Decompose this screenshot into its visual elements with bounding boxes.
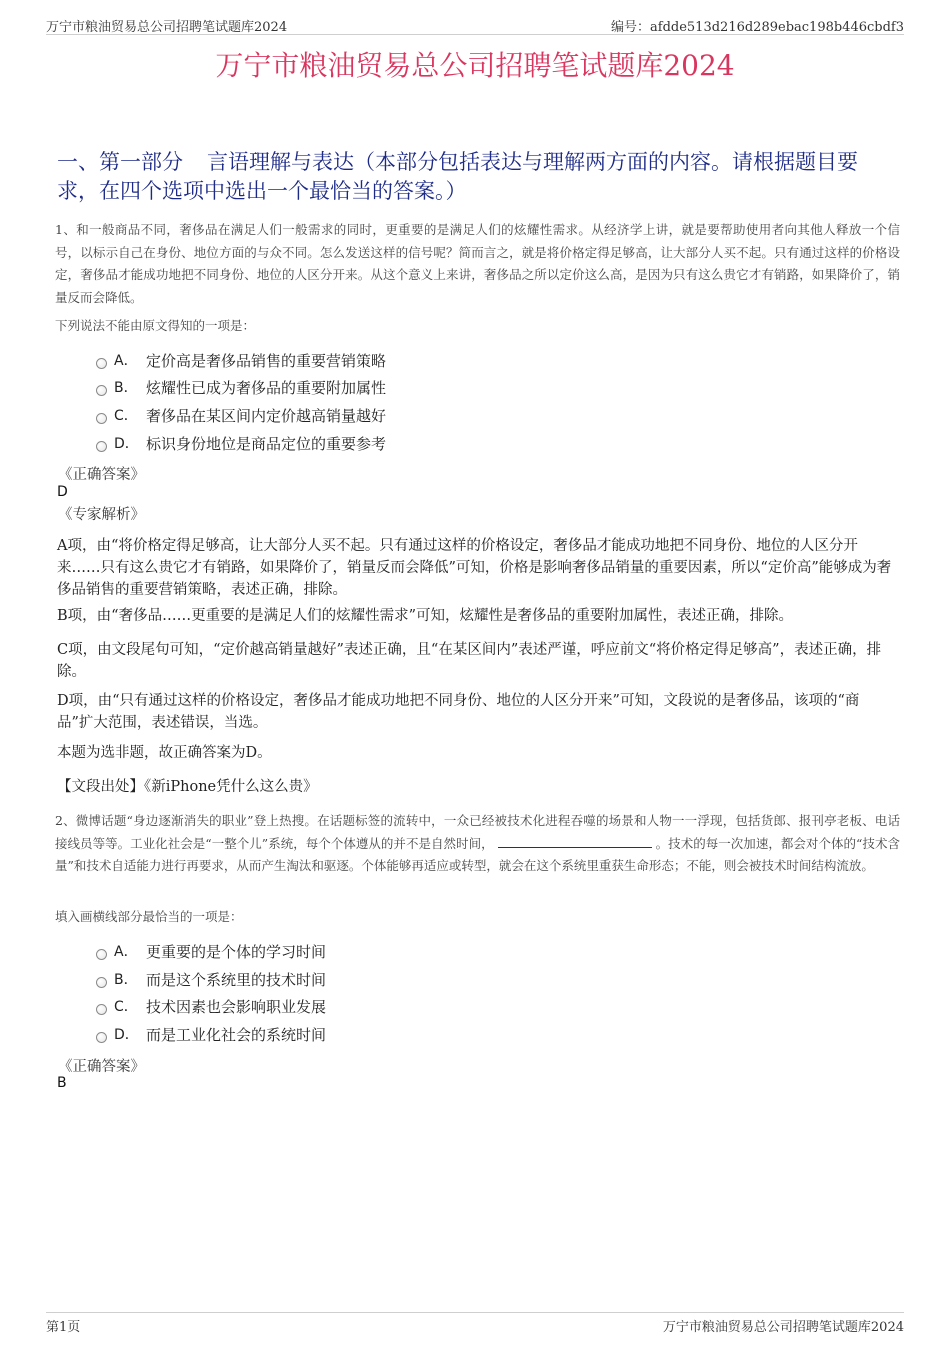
page-title: 万宁市粮油贸易总公司招聘笔试题库2024 (215, 49, 735, 82)
option-letter: A． (114, 944, 138, 960)
q2-option-b[interactable] (96, 966, 326, 992)
option-text: 奢侈品在某区间内定价越高销量越好 (146, 406, 387, 425)
q2-option-a[interactable] (96, 938, 326, 964)
q2-question: 填入画横线部分最恰当的一项是： (55, 909, 243, 924)
option-letter: C． (114, 408, 138, 424)
q2-answer-label: 《正确答案》 (58, 1059, 145, 1075)
radio-icon[interactable] (96, 413, 107, 424)
q1-conclusion: 本题为选非题，故正确答案为D。 (57, 745, 272, 761)
option-letter: B． (114, 380, 138, 396)
option-text: 技术因素也会影响职业发展 (146, 997, 327, 1016)
q1-option-a[interactable] (96, 347, 386, 373)
option-letter: D． (114, 436, 139, 452)
q1-analysis-c: C项，由文段尾句可知，“定价越高销量越好”表述正确，且“在某区间内”表述严谨，呼应前文“将价格定得足够高”，表述正确，排除。 (57, 642, 882, 680)
q2-passage (55, 810, 900, 878)
q1-answer-label: 《正确答案》 (58, 467, 145, 483)
q1-analysis-b: B项，由“奢侈品……更重要的是满足人们的炫耀性需求”可知，炫耀性是奢侈品的重要附加属性，表述正确，排除。 (57, 608, 793, 624)
q2-passage-part1: 2、微博话题“身边逐渐消失的职业”登上热搜。在话题标签的流转中，一众已经被技术化进程吞噬的场景和人物一一浮现，包括货郎、报刊亭老板、电话接线员等等。工业化社会是“一整个儿”系统，每个个体遵从的并不是自然时间， (55, 813, 900, 851)
option-letter: C． (114, 999, 138, 1015)
radio-icon[interactable] (96, 1032, 107, 1043)
section-description: 言语理解与表达（本部分包括表达与理解两方面的内容。请根据题目要求，在四个选项中选出一个最恰当的答案。） (57, 150, 858, 203)
q2-passage-part2: 。技术的每一次加速，都会对个体的“技术含量”和技术自适能力进行再要求，从而产生淘汰和驱逐。个体能够再适应或转型，就会在这个系统里重获生命形态；不能，则会被技术时间结构流放。 (55, 835, 900, 873)
q1-source: 【文段出处】《新iPhone凭什么这么贵》 (57, 779, 318, 795)
radio-icon[interactable] (96, 949, 107, 960)
option-text: 而是工业化社会的系统时间 (146, 1025, 327, 1044)
page-number: 第1页 (46, 1320, 81, 1335)
q1-option-b[interactable] (96, 374, 386, 400)
radio-icon[interactable] (96, 441, 107, 452)
fill-blank-line (498, 835, 652, 848)
option-text: 定价高是奢侈品销售的重要营销策略 (146, 351, 387, 370)
q1-analysis-label: 《专家解析》 (58, 507, 145, 523)
radio-icon[interactable] (96, 358, 107, 369)
option-letter: A． (114, 353, 138, 369)
option-text: 标识身份地位是商品定位的重要参考 (146, 434, 387, 453)
q1-option-c[interactable] (96, 402, 386, 428)
q1-question: 下列说法不能由原文得知的一项是： (55, 318, 256, 333)
header-doc-title: 万宁市粮油贸易总公司招聘笔试题库2024 (46, 20, 288, 35)
radio-icon[interactable] (96, 977, 107, 988)
option-text: 炫耀性已成为奢侈品的重要附加属性 (146, 378, 387, 397)
q1-analysis-a: A项，由“将价格定得足够高，让大部分人买不起。只有通过这样的价格设定，奢侈品才能成功地把不同身份、地位的人区分开来……只有这么贵它才有销路，如果降价了，销量反而会降低”可知，价格是影响奢侈品销量的重要因素，所以“定价高”能够成为奢侈品销售的重要营销策略，表述正确，排除。 (57, 538, 892, 598)
section-part: 一、第一部分 (57, 150, 183, 174)
section-heading (57, 148, 897, 206)
q1-passage: 1、和一般商品不同，奢侈品在满足人们一般需求的同时，更重要的是满足人们的炫耀性需求。从经济学上讲，就是要帮助使用者向其他人释放一个信号，以标示自己在身份、地位方面的与众不同。怎么发送这样的信号呢？简而言之，就是将价格定得足够高，让大部分人买不起。只有通过这样的价格设定，奢侈品才能成功地把不同身份、地位的人区分开来。从这个意义上来讲，奢侈品之所以定价这么高，是因为只有这么贵它才有销路，如果降价了，销量反而会降低。 (55, 222, 900, 305)
radio-icon[interactable] (96, 385, 107, 396)
header-doc-id: 编号：afdde513d216d289ebac198b446cbdf3 (611, 20, 904, 35)
q2-option-c[interactable] (96, 993, 326, 1019)
q1-analysis-d: D项，由“只有通过这样的价格设定，奢侈品才能成功地把不同身份、地位的人区分开来”可知，文段说的是奢侈品，该项的“商品”扩大范围，表述错误，当选。 (57, 693, 860, 731)
option-letter: B． (114, 972, 138, 988)
q2-option-d[interactable] (96, 1021, 326, 1047)
footer-doc-title: 万宁市粮油贸易总公司招聘笔试题库2024 (662, 1320, 904, 1335)
option-text: 而是这个系统里的技术时间 (146, 970, 327, 989)
option-letter: D． (114, 1027, 139, 1043)
q1-answer: D (57, 484, 68, 500)
page-footer (46, 1312, 904, 1335)
option-text: 更重要的是个体的学习时间 (146, 942, 327, 961)
radio-icon[interactable] (96, 1004, 107, 1015)
q2-answer: B (57, 1075, 67, 1091)
q1-option-d[interactable] (96, 430, 386, 456)
page-header (46, 14, 904, 35)
